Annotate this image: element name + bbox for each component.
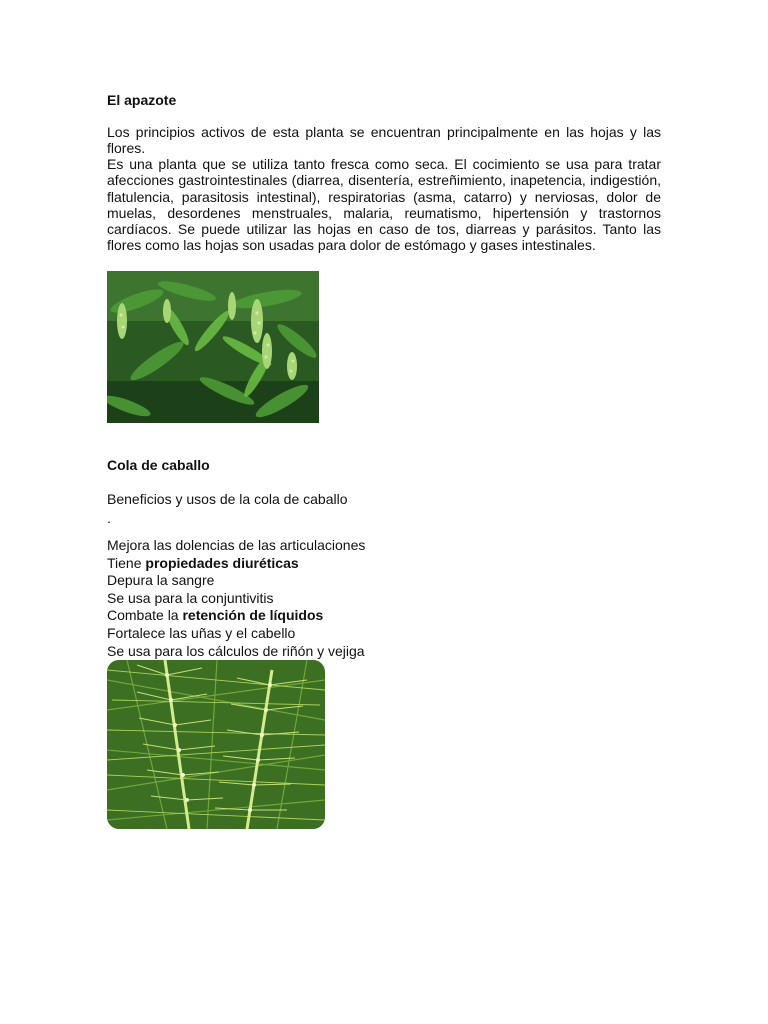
apazote-intro-paragraph: Los principios activos de esta planta se encuentran principalmente en las hojas y las flores. (107, 124, 661, 157)
list-item-text: Se usa para la conjuntivitis (107, 590, 274, 606)
list-item (107, 572, 214, 589)
list-item (107, 555, 299, 572)
list-item (107, 643, 365, 660)
list-item (107, 625, 295, 642)
section-title-cola-de-caballo: Cola de caballo (107, 457, 210, 473)
list-item-text: Depura la sangre (107, 572, 215, 588)
apazote-plant-photo (107, 271, 319, 423)
list-item-text: Tiene (107, 555, 146, 571)
list-item (107, 537, 365, 554)
list-item-bold-text: propiedades diuréticas (145, 555, 299, 571)
list-item-text: Combate la (107, 607, 183, 623)
apazote-uses-paragraph: Es una planta que se utiliza tanto fresca como seca. El cocimiento se usa para tratar afecciones gastrointestinales (diarrea, disentería, estreñimiento, inapetencia, indigestión, flatulencia, parasitosis intestinal), respiratorias (asma, catarro) y nerviosas, dolor de muelas, desordenes menstruales, malaria, reumatismo, hipertensión y trastornos cardíacos. Se puede utilizar las hojas en caso de tos, diarreas y parásitos. Tanto las flores como las hojas son usadas para dolor de estómago y gases intestinales. (107, 156, 661, 254)
list-item-text: Mejora las dolencias de las articulaciones (107, 537, 366, 553)
cola-dot-line: . (107, 510, 111, 526)
list-item-text: Fortalece las uñas y el cabello (107, 625, 296, 641)
list-item-bold-text: retención de líquidos (182, 607, 324, 623)
horsetail-plant-photo (107, 660, 325, 829)
section-title-apazote: El apazote (107, 92, 177, 108)
list-item (107, 590, 274, 607)
list-item-text: Se usa para los cálculos de riñón y vejiga (107, 643, 365, 659)
cola-intro-line: Beneficios y usos de la cola de caballo (107, 491, 348, 507)
list-item (107, 607, 323, 624)
